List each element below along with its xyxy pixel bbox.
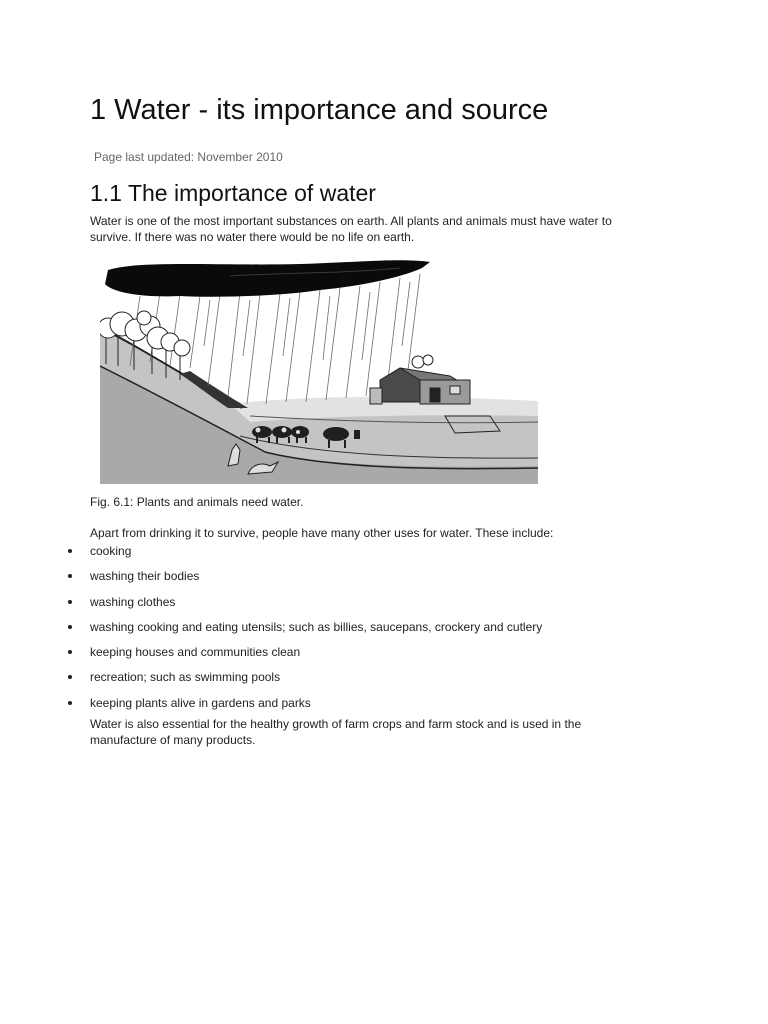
figure-caption: Fig. 6.1: Plants and animals need water. [90,495,304,509]
section-heading: 1.1 The importance of water [90,180,376,206]
list-item [90,644,650,669]
list-item [90,543,650,568]
uses-intro-paragraph: Apart from drinking it to survive, people have many other uses for water. These include: [90,526,554,540]
bullet-icon [68,600,72,604]
list-item [90,568,650,593]
bullet-icon [68,701,72,705]
list-item-text: washing clothes [90,594,176,609]
bullet-icon [68,574,72,578]
list-item [90,619,650,644]
intro-paragraph: Water is one of the most important substances on earth. All plants and animals must have water to survive. If there was no water there would be no life on earth. [90,214,612,244]
bullet-icon [68,549,72,553]
list-item-text: recreation; such as swimming pools [90,670,281,685]
list-item-text: keeping plants alive in gardens and parks [90,695,311,710]
list-item-text: washing cooking and eating utensils; such as billies, saucepans, crockery and cutlery [90,619,543,634]
bullet-icon [68,650,72,654]
page-title: 1 Water - its importance and source [90,94,549,126]
list-item-text: keeping houses and communities clean [90,645,301,660]
bullet-icon [68,675,72,679]
last-updated-text: Page last updated: November 2010 [94,150,283,164]
list-item-text: cooking [90,544,132,558]
rain-farm-illustration [100,256,540,488]
list-item [90,594,650,619]
bullet-icon [68,625,72,629]
water-uses-list [90,543,650,720]
list-item [90,669,650,694]
closing-paragraph: Water is also essential for the healthy growth of farm crops and farm stock and is used in the manufacture of many products. [90,717,582,747]
list-item-text: washing their bodies [90,569,200,584]
